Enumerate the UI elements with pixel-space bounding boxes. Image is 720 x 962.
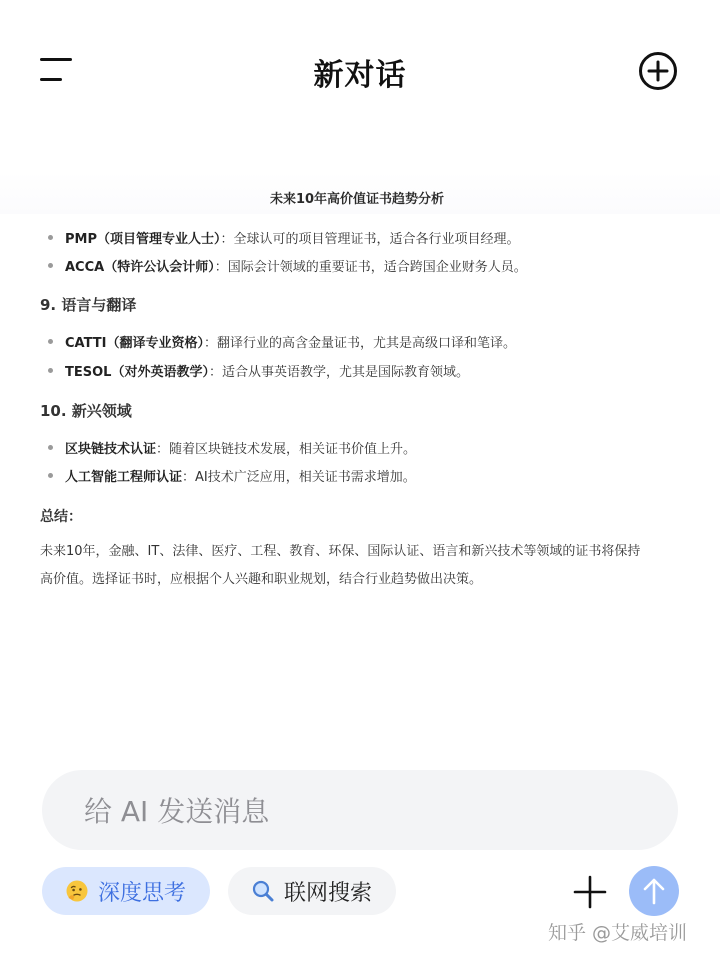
section-heading: 10. 新兴领域 — [40, 402, 132, 420]
item-text: ：AI技术广泛应用，相关证书需求增加。 — [182, 470, 416, 485]
message-input[interactable] — [42, 770, 678, 850]
list-item — [48, 332, 516, 351]
watermark: 知乎 @艾威培训 — [548, 922, 688, 944]
summary-heading: 总结： — [40, 509, 82, 525]
bullet-dot — [48, 339, 53, 344]
bullet-dot — [48, 263, 53, 268]
list-item — [48, 466, 416, 485]
summary-line: 高价值。选择证书时，应根据个人兴趣和职业规划，结合行业趋势做出决策。 — [40, 572, 483, 587]
app-header — [0, 0, 720, 140]
item-key: 区块链技术认证 — [65, 442, 157, 457]
bullet-dot — [48, 445, 53, 450]
deep-think-button[interactable] — [42, 867, 210, 915]
plus-circle-icon[interactable] — [638, 51, 678, 91]
input-placeholder: 给 AI 发送消息 — [84, 795, 270, 828]
arrow-up-icon — [641, 876, 667, 906]
list-item — [48, 438, 416, 457]
item-text: ：随着区块链技术发展，相关证书价值上升。 — [156, 442, 417, 457]
list-item — [48, 256, 527, 275]
deep-think-label: 深度思考 — [98, 880, 187, 906]
item-key: PMP（项目管理专业人士） — [65, 232, 221, 247]
section-heading: 9. 语言与翻译 — [40, 296, 137, 314]
item-text: ：国际会计领域的重要证书，适合跨国企业财务人员。 — [214, 260, 527, 275]
bullet-dot — [48, 368, 53, 373]
search-icon — [250, 878, 276, 904]
summary-paragraph — [40, 538, 690, 594]
item-key: CATTI（翻译专业资格） — [65, 336, 204, 351]
item-key: 人工智能工程师认证 — [65, 470, 183, 485]
bullet-dot — [48, 473, 53, 478]
item-text: ：适合从事英语教学，尤其是国际教育领域。 — [208, 365, 469, 380]
thinking-face-icon — [64, 878, 90, 904]
web-search-button[interactable] — [228, 867, 396, 915]
send-button[interactable] — [629, 866, 679, 916]
plus-icon[interactable] — [572, 874, 608, 910]
answer-content — [0, 172, 720, 612]
item-text: ：全球认可的项目管理证书，适合各行业项目经理。 — [220, 232, 520, 247]
list-item — [48, 228, 520, 247]
item-text: ：翻译行业的高含金量证书，尤其是高级口译和笔译。 — [203, 336, 516, 351]
list-item — [48, 361, 469, 380]
item-key: ACCA（特许公认会计师） — [65, 260, 215, 275]
document-title: 未来10年高价值证书趋势分析 — [269, 192, 445, 207]
item-key: TESOL（对外英语教学） — [65, 365, 209, 380]
page-title: 新对话 — [313, 58, 407, 93]
summary-line: 未来10年，金融、IT、法律、医疗、工程、教育、环保、国际认证、语言和新兴技术等领域的证书将保持 — [40, 544, 641, 559]
bullet-dot — [48, 235, 53, 240]
web-search-label: 联网搜索 — [284, 880, 373, 906]
